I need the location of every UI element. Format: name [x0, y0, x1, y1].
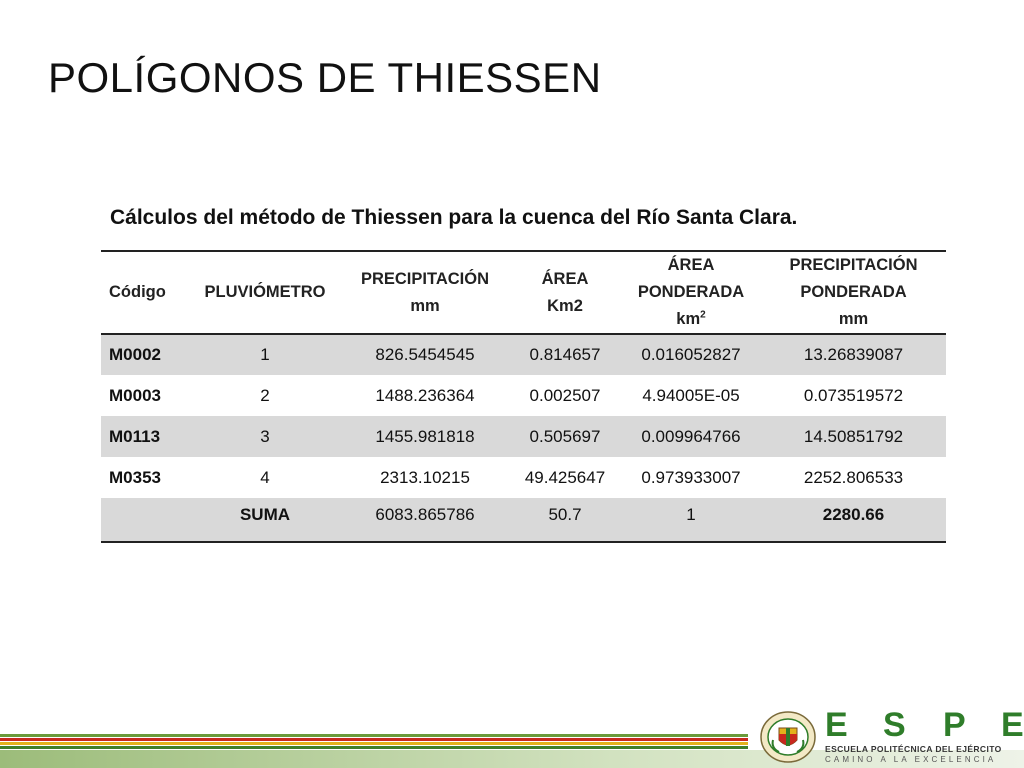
cell-area: 49.425647	[524, 467, 606, 487]
cell-precipitacion: 2313.10215	[380, 467, 470, 487]
cell-area-ponderada: 0.016052827	[641, 345, 741, 364]
footer-stripe-yellow	[0, 742, 748, 745]
cell-precipitacion-ponderada: 0.073519572	[803, 385, 904, 405]
cell-precipitacion: 1455.981818	[375, 426, 475, 446]
total-precipitacion-ponderada: 2280.66	[822, 505, 885, 524]
cell-precipitacion: 1488.236364	[375, 385, 475, 405]
header-codigo: Código	[109, 283, 166, 301]
header-precipitacion: PRECIPITACIÓN mm	[360, 269, 490, 315]
cell-codigo: M0002	[109, 345, 161, 364]
cell-area: 0.814657	[529, 345, 601, 364]
cell-pluviometro: 3	[260, 426, 270, 446]
university-crest-icon	[759, 710, 817, 764]
cell-area: 0.505697	[529, 426, 601, 446]
total-precipitacion: 6083.865786	[375, 505, 475, 524]
espe-wordmark	[825, 708, 1024, 742]
cell-area-ponderada: 0.009964766	[641, 426, 741, 446]
table-header-row	[101, 251, 946, 334]
logo-letter: E	[1001, 706, 1024, 744]
header-precipitacion-ponderada: PRECIPITACIÓN PONDERADA mm	[789, 256, 918, 328]
cell-area-ponderada: 0.973933007	[641, 467, 741, 487]
cell-codigo: M0353	[109, 467, 161, 487]
logo-motto: CAMINO A LA EXCELENCIA	[825, 755, 997, 764]
footer-stripe-red	[0, 738, 748, 741]
cell-pluviometro: 4	[260, 467, 270, 487]
thiessen-table	[101, 250, 946, 543]
cell-empty	[101, 498, 189, 542]
header-area-ponderada: ÁREA PONDERADA $km^2$	[637, 256, 745, 328]
cell-pluviometro: 1	[260, 345, 270, 364]
table-row	[101, 457, 946, 498]
slide-title: POLÍGONOS DE THIESSEN	[48, 54, 602, 101]
footer-stripe-green	[0, 734, 748, 737]
cell-pluviometro: 2	[260, 385, 270, 405]
table-row	[101, 375, 946, 416]
espe-logo	[755, 706, 1024, 768]
cell-codigo: M0003	[109, 385, 161, 405]
cell-codigo: M0113	[109, 426, 161, 446]
total-area: 50.7	[548, 505, 582, 524]
header-pluviometro: PLUVIÓMETRO	[204, 283, 326, 301]
cell-precipitacion-ponderada: 13.26839087	[803, 345, 904, 364]
logo-letter: E	[825, 706, 848, 744]
cell-area-ponderada: 4.94005E-05	[642, 385, 740, 405]
table-total-row	[101, 498, 946, 542]
logo-institution-name: ESCUELA POLITÉCNICA DEL EJÉRCITO	[825, 744, 1002, 754]
cell-area: 0.002507	[529, 385, 601, 405]
table-caption: Cálculos del método de Thiessen para la cuenca del Río Santa Clara.	[110, 206, 798, 229]
header-area: ÁREA Km2	[541, 269, 589, 315]
table-row	[101, 416, 946, 457]
total-label: SUMA	[239, 505, 291, 524]
total-area-ponderada: 1	[686, 505, 696, 524]
cell-precipitacion-ponderada: 2252.806533	[803, 467, 904, 487]
logo-letter: P	[943, 706, 966, 744]
logo-letter: S	[883, 706, 906, 744]
cell-precipitacion-ponderada: 14.50851792	[803, 426, 904, 446]
cell-precipitacion: 826.5454545	[375, 345, 475, 364]
table-row	[101, 334, 946, 375]
footer-stripe-green-dark	[0, 746, 748, 749]
